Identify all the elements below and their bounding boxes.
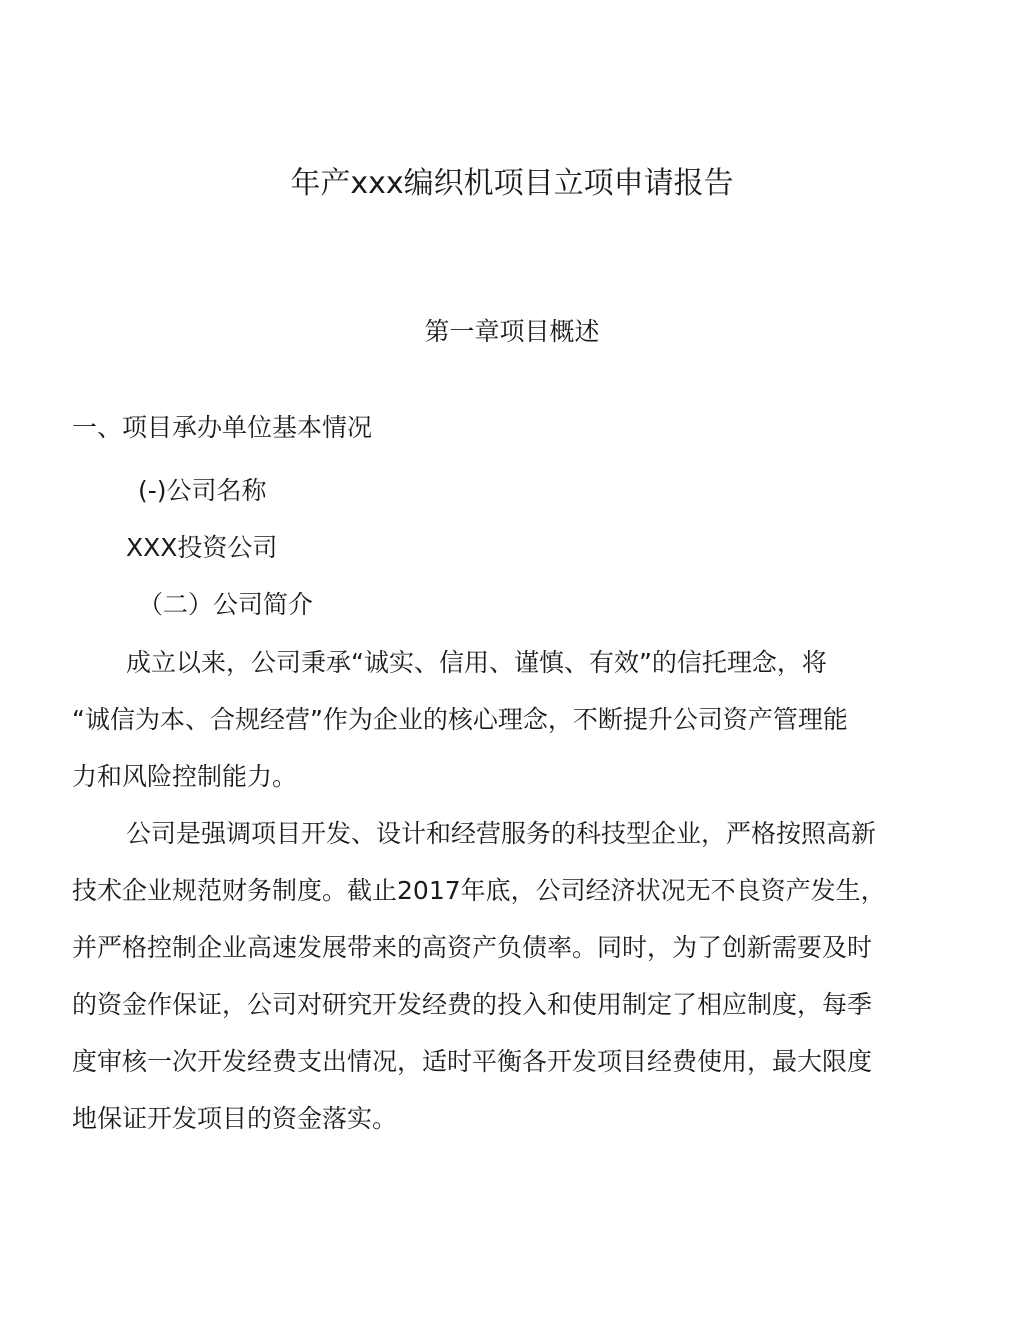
- company-name: XXX投资公司: [126, 533, 278, 562]
- subsection-company-intro-heading: （二）公司简介: [138, 590, 314, 619]
- document-title: 年产xxx编织机项目立项申请报告: [290, 166, 734, 201]
- paragraph-line: 的资金作保证，公司对研究开发经费的投入和使用制定了相应制度，每季: [72, 990, 873, 1019]
- chapter-title: 第一章项目概述: [424, 317, 600, 346]
- paragraph-line: 地保证开发项目的资金落实。: [72, 1104, 398, 1133]
- paragraph-line: 技术企业规范财务制度。截止2017年底，公司经济状况无不良资产发生，: [72, 876, 886, 905]
- paragraph-line: “诚信为本、合规经营”作为企业的核心理念，不断提升公司资产管理能: [72, 705, 848, 734]
- section-heading: 一、项目承办单位基本情况: [72, 413, 373, 442]
- subsection-company-name-heading: (-)公司名称: [138, 476, 267, 505]
- paragraph-line: 力和风险控制能力。: [72, 762, 298, 791]
- paragraph-line: 公司是强调项目开发、设计和经营服务的科技型企业，严格按照高新: [126, 819, 877, 848]
- paragraph-line: 度审核一次开发经费支出情况，适时平衡各开发项目经费使用，最大限度: [72, 1047, 873, 1076]
- paragraph-line: 并严格控制企业高速发展带来的高资产负债率。同时，为了创新需要及时: [72, 933, 873, 962]
- paragraph-line: 成立以来，公司秉承“诚实、信用、谨慎、有效”的信托理念，将: [126, 648, 827, 677]
